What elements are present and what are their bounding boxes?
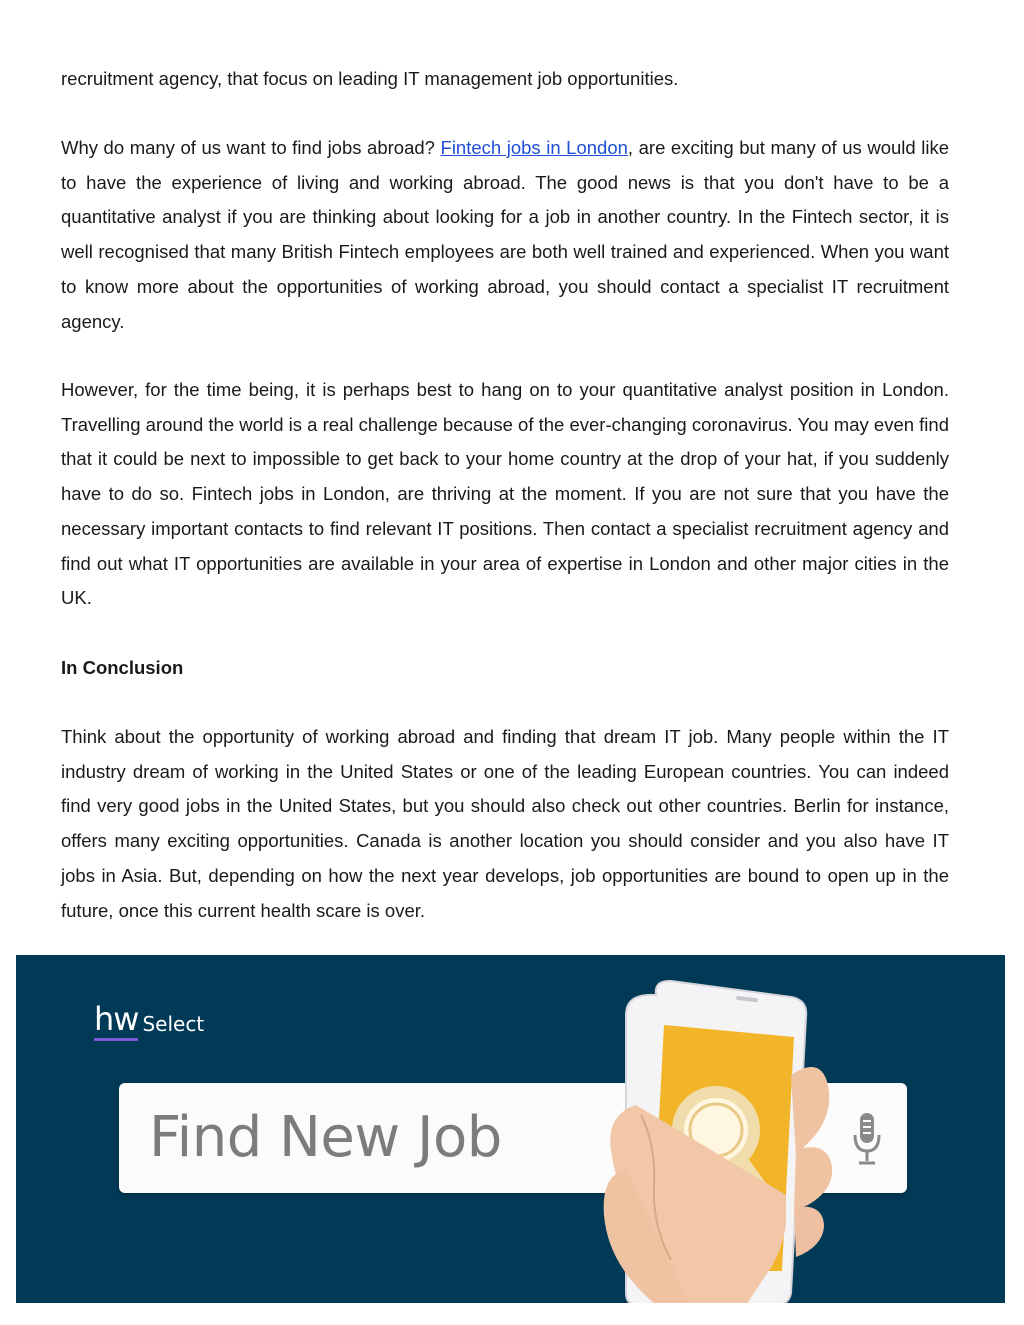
job-search-banner — [16, 955, 1005, 1303]
section-heading: In Conclusion — [61, 657, 184, 678]
paragraph-abroad-start: Why do many of us want to find jobs abroad? — [61, 137, 441, 158]
paragraph-intro: recruitment agency, that focus on leading IT management job opportunities. — [61, 68, 679, 89]
search-bar-text: Find New Job — [149, 1105, 502, 1170]
logo-wordmark: hw — [94, 1000, 139, 1038]
logo-subtext: Select — [142, 1012, 205, 1036]
conclusion-heading-block — [61, 651, 949, 686]
fintech-jobs-link[interactable]: Fintech jobs in London — [440, 137, 628, 158]
paragraph-conclusion-block — [61, 720, 949, 928]
paragraph-however-block — [61, 373, 949, 616]
paragraph-however: However, for the time being, it is perhaps best to hang on to your quantitative analyst position in London. Travelling around the world is a real challenge because of the ever-changing coronavirus. You may even find that it could be next to impossible to get back to your home country at the drop of your hat, if you suddenly have to do so. Fintech jobs in London, are thriving at the moment. If you are not sure that you have the necessary important contacts to find relevant IT positions. Then contact a specialist recruitment agency and find out what IT opportunities are available in your area of expertise in London and other major cities in the UK. — [61, 379, 949, 609]
article-body — [61, 62, 949, 97]
paragraph-conclusion: Think about the opportunity of working abroad and finding that dream IT job. Many people within the IT industry dream of working in the United States or one of the leading European countries. You can indeed find very good jobs in the United States, but you should also check out other countries. Berlin for instance, offers many exciting opportunities. Canada is another location you should consider and you also have IT jobs in Asia. But, depending on how the next year develops, job opportunities are bound to open up in the future, once this current health scare is over. — [61, 726, 949, 921]
paragraph-abroad — [61, 131, 949, 339]
hw-select-logo — [94, 995, 205, 1038]
paragraph-abroad-rest: , are exciting but many of us would like to have the experience of living and working abroad. The good news is that you don't have to be a quantitative analyst if you are thinking about looking for a job in another country. In the Fintech sector, it is well recognised that many British Fintech employees are both well trained and experienced. When you want to know more about the opportunities of working abroad, you should contact a specialist IT recruitment agency. — [61, 137, 949, 332]
hand-holding-phone — [596, 975, 896, 1303]
